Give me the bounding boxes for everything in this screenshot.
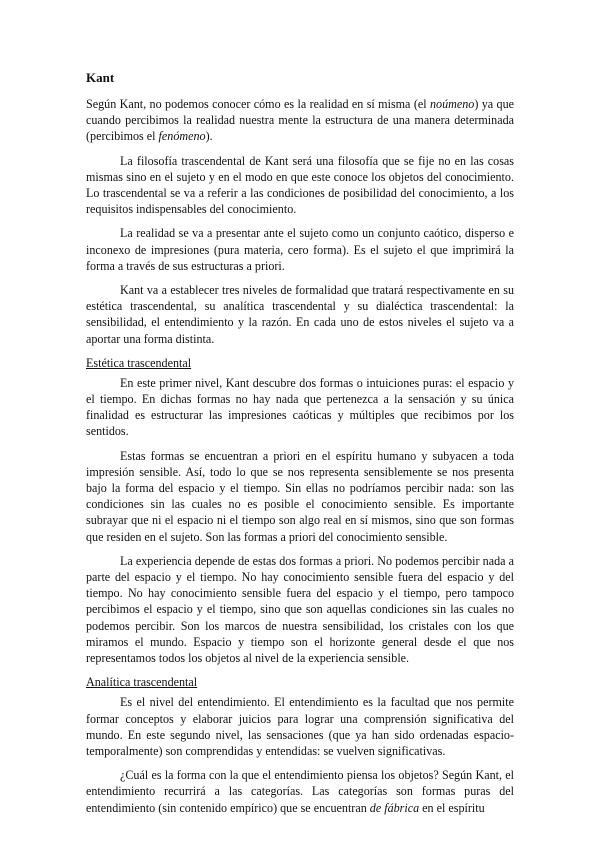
fenomeno-term: fenómeno — [158, 129, 206, 144]
section-heading-analitica: Analítica trascendental — [86, 675, 198, 690]
paragraph-1-text-e: ). — [205, 129, 213, 144]
section-heading-estetica: Estética trascendental — [86, 355, 192, 370]
paragraph-1-text-a: Según Kant, no podemos conocer cómo es la realidad en sí misma (el — [86, 97, 430, 111]
noumeno-term: noúmeno — [429, 97, 475, 111]
paragraph-8: Es el nivel del entendimiento. El entendimiento es la facultad que nos permite formar conceptos y elaborar juicios para lograr una comprensión significativa del mundo. En este segundo nivel, las sensaciones (que ya han sido ordenadas espacio-temporalmente) son comprendidas y entendidas: se vuelven significativas. — [86, 695, 514, 758]
paragraph-9 — [86, 767, 514, 816]
paragraph-4: Kant va a establecer tres niveles de formalidad que tratará respectivamente en su estética trascendental, su analítica trascendental y su dialéctica trascendental: la sensibilidad, el entendimiento y la razón. En cada uno de estos niveles el sujeto va a aportar una forma distinta. — [86, 283, 514, 346]
paragraph-7: La experiencia depende de estas dos formas a priori. No podemos percibir nada a parte del espacio y el tiempo. No hay conocimiento sensible fuera del espacio y del tiempo. No hay conocimiento sensible fuera del espacio y el tiempo, pero tampoco percibimos el espacio y el tiempo, sino que son aquellas condiciones sin las cuales no podemos percibir. Son los marcos de nuestra sensibilidad, los cristales con los que miramos el mundo. Espacio y tiempo son el horizonte general desde el que nos representamos todos los objetos al nivel de la experiencia sensible. — [86, 553, 514, 666]
paragraph-6: Estas formas se encuentran a priori en el espíritu humano y subyacen a toda impresión sensible. Así, todo lo que se nos representa sensiblemente se nos presenta bajo la forma del espacio y el tiempo. Sin ellas no podríamos percibir nada: son las condiciones sin las cuales no es posible el conocimiento sensible. Es importante subrayar que ni el espacio ni el tiempo son algo real en sí mismos, sino que son formas que residen en el sujeto. Son las formas a priori del conocimiento sensible. — [86, 448, 514, 544]
de-fabrica-term: de fábrica — [369, 800, 420, 815]
paragraph-9-text-a: ¿Cuál es la forma con la que el entendimiento piensa los objetos? Según Kant, el entendimiento recurrirá a las categorías. Las categorías son formas puras del entendimiento (sin contenido empírico) que se encuentran — [86, 768, 514, 815]
paragraph-1-text-c: ) ya que cuando percibimos la realidad nuestra mente la estructura de una manera determinada (percibimos el — [86, 97, 514, 144]
document-title: Kant — [86, 70, 115, 85]
paragraph-2: La filosofía trascendental de Kant será una filosofía que se fije no en las cosas mismas sino en el sujeto y en el modo en que este conoce los objetos del conocimiento. Lo trascendental se va a referir a las condiciones de posibilidad del conocimiento, a los requisitos indispensables del conocimiento. — [86, 153, 514, 217]
paragraph-5: En este primer nivel, Kant descubre dos formas o intuiciones puras: el espacio y el tiempo. En dichas formas no hay nada que pertenezca a la sensación y su única finalidad es estructurar las impresiones caóticas y múltiples que recibimos por los sentidos. — [86, 375, 514, 439]
paragraph-9-text-c: en el espíritu — [419, 800, 485, 815]
paragraph-1 — [86, 96, 514, 145]
paragraph-3: La realidad se va a presentar ante el sujeto como un conjunto caótico, disperso e inconexo de impresiones (pura materia, cero forma). Es el sujeto el que imprimirá la forma a través de sus estructuras a priori. — [86, 226, 514, 273]
